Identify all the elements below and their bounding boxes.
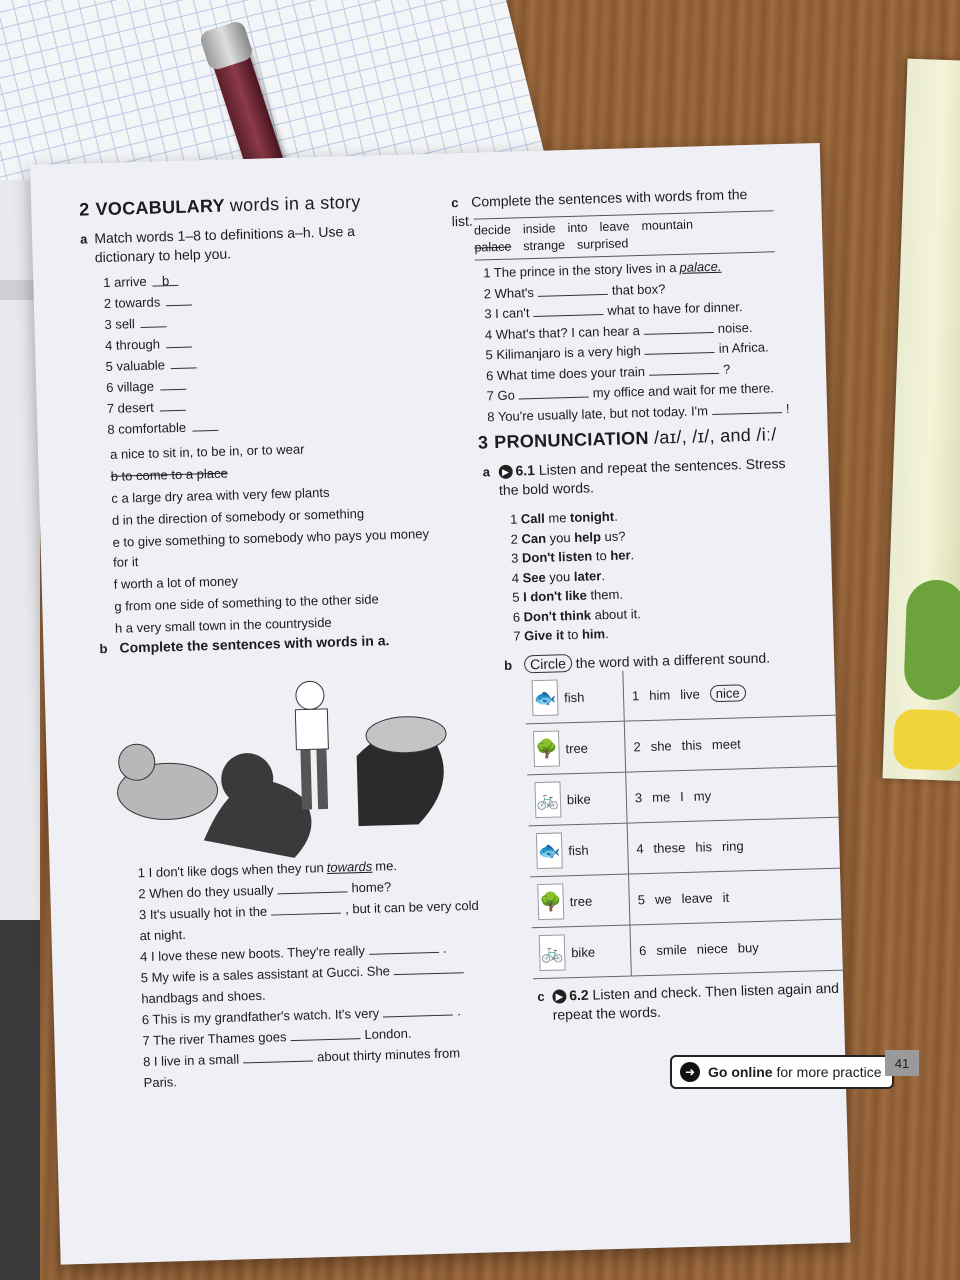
- row-number: 4: [636, 840, 644, 856]
- audio-icon[interactable]: ▶: [498, 465, 512, 479]
- answer-blank[interactable]: [644, 338, 714, 355]
- answer-blank[interactable]: [290, 1024, 360, 1041]
- answer-blank[interactable]: b: [152, 271, 178, 287]
- sound-key-word: fish: [568, 842, 589, 858]
- stressed-word: I don't like: [522, 587, 588, 605]
- sound-key-word: bike: [570, 944, 596, 960]
- answer-blank[interactable]: [383, 1001, 453, 1018]
- sentence-text: .: [601, 567, 606, 583]
- sound-key: [526, 678, 623, 717]
- vocab-word-list: [103, 270, 218, 440]
- vocab-a-instruction: a Match words 1–8 to definitions a–h. Use a dictionary to help you.: [79, 222, 356, 266]
- definitions-list: [110, 436, 435, 641]
- sentence-text: .: [604, 626, 609, 642]
- arrow-icon: ➜: [680, 1062, 700, 1082]
- pron-b-instruction: b Circle the word with a different sound.: [503, 649, 771, 673]
- page-number: 41: [885, 1050, 919, 1076]
- answer-blank[interactable]: [538, 279, 608, 296]
- sentence-text: 5 My wife is a sales assistant at Gucci. She: [140, 963, 391, 986]
- definition-item: b to come to a place: [110, 465, 228, 484]
- pronunciation-heading: 3 PRONUNCIATION /aɪ/, /ɪ/, and /iː/: [477, 424, 777, 453]
- sentence-text: 8 You're usually late, but not today. I'm: [486, 402, 709, 424]
- sentence-text: that box?: [611, 280, 666, 298]
- definition-item: h a very small town in the countryside: [114, 614, 332, 636]
- tree-icon: 🌳: [533, 730, 560, 767]
- sentence-text: me: [544, 510, 571, 526]
- vocabulary-heading: 2 VOCABULARY words in a story: [78, 191, 361, 220]
- definition-item: g from one side of something to the other side: [114, 591, 379, 614]
- answer-blank[interactable]: [166, 333, 192, 349]
- sentence-text: ?: [722, 361, 731, 377]
- sound-key-cell: [530, 874, 630, 928]
- stressed-word: her: [610, 547, 631, 563]
- sound-key-cell: [527, 772, 627, 826]
- sentence-text: 1 The prince in the story lives in a: [482, 259, 677, 281]
- sentence-text: 3 I can't: [484, 305, 530, 322]
- vocab-b-sentence: [143, 1041, 494, 1093]
- bike-icon: 🚲: [539, 934, 566, 971]
- word-option[interactable]: his: [695, 838, 713, 855]
- sound-key: [527, 729, 624, 768]
- sentence-text: home?: [351, 879, 392, 896]
- sound-key-word: bike: [566, 791, 591, 807]
- word-item: [107, 416, 218, 440]
- word-option[interactable]: smile: [656, 941, 687, 958]
- word-options-cell: [626, 766, 851, 823]
- sound-key: [533, 933, 630, 972]
- row-number: 6: [638, 942, 647, 958]
- sentence-text: 2 What's: [483, 284, 535, 301]
- answer-blank[interactable]: [369, 938, 439, 955]
- word-text: 5 valuable: [105, 357, 166, 374]
- sentence-text: you: [545, 529, 575, 546]
- sentence-text: me.: [375, 858, 398, 874]
- sound-key-word: tree: [565, 740, 589, 756]
- sound-row: [531, 919, 850, 979]
- sentence-number: 3: [510, 550, 523, 566]
- go-online-button[interactable]: ➜ Go online for more practice: [670, 1055, 894, 1089]
- stressed-word: Can: [521, 530, 547, 546]
- answer-blank[interactable]: [243, 1046, 313, 1063]
- word-options-cell: [624, 715, 849, 772]
- word-option[interactable]: my: [693, 787, 712, 804]
- list-word: leave: [599, 219, 630, 235]
- pron-a-sentences: [510, 506, 642, 646]
- word-option[interactable]: niece: [696, 940, 728, 957]
- sentence-text: 7 Go: [486, 387, 516, 404]
- pron-a-instruction: a ▶ 6.1 Listen and repeat the sentences. Stress the bold words.: [482, 455, 786, 499]
- pron-sentence: [513, 604, 642, 627]
- list-word: mountain: [641, 217, 694, 233]
- word-option[interactable]: nice: [709, 684, 745, 702]
- word-option[interactable]: this: [681, 736, 703, 753]
- sentence-text: you: [545, 568, 575, 585]
- sentence-text: London.: [364, 1025, 412, 1042]
- sentence-text: what to have for dinner.: [607, 299, 743, 318]
- stressed-word: Call: [520, 510, 545, 527]
- sentence-number: 7: [513, 628, 525, 644]
- sentence-text: noise.: [717, 319, 753, 336]
- word-option[interactable]: leave: [681, 889, 713, 906]
- sentence-text: about thirty minutes from Paris.: [143, 1045, 461, 1091]
- answer-blank[interactable]: [159, 396, 185, 412]
- word-options-cell: [623, 664, 848, 721]
- list-word: into: [567, 220, 588, 236]
- word-options-cell: [629, 868, 851, 925]
- definition-item: a nice to sit in, to be in, or to wear: [109, 441, 305, 462]
- fish-icon: 🐟: [536, 832, 563, 869]
- definition-item: e to give something to somebody who pays you money for it: [112, 526, 430, 570]
- list-word: inside: [522, 221, 556, 237]
- sentence-text: .: [442, 940, 447, 956]
- sentence-text: in Africa.: [718, 339, 769, 356]
- definition-item: f worth a lot of money: [113, 573, 239, 592]
- word-text: 7 desert: [106, 399, 155, 416]
- fish-icon: 🐟: [532, 679, 559, 716]
- sound-row: [526, 715, 849, 775]
- sentence-number: 4: [511, 569, 523, 586]
- word-option[interactable]: we: [654, 890, 672, 907]
- sentence-text: 6 This is my grandfather's watch. It's very: [141, 1005, 380, 1028]
- sound-row: [524, 664, 847, 723]
- answer-blank[interactable]: [394, 958, 464, 975]
- sentence-text: 3 It's usually hot in the: [138, 903, 268, 923]
- answer-blank[interactable]: palace.: [679, 258, 722, 275]
- stressed-word: See: [522, 569, 546, 585]
- sentence-number: 2: [510, 530, 522, 547]
- stressed-word: Don't think: [523, 607, 592, 624]
- word-text: 8 comfortable: [107, 419, 187, 437]
- answer-blank[interactable]: [277, 877, 347, 894]
- word-option[interactable]: she: [650, 737, 672, 754]
- stressed-word: him: [581, 626, 606, 642]
- sound-row: [527, 766, 850, 826]
- pron-sentence: [513, 623, 642, 646]
- answer-blank[interactable]: [519, 382, 589, 399]
- word-option[interactable]: buy: [737, 939, 759, 956]
- sound-key-word: fish: [563, 689, 585, 705]
- word-option[interactable]: me: [651, 788, 671, 805]
- sentence-text: 6 What time does your train: [485, 363, 646, 383]
- pron-sentence: [511, 545, 640, 568]
- word-option[interactable]: it: [722, 889, 730, 905]
- sentence-number: 1: [509, 511, 522, 527]
- sentence-text: 2 When do they usually: [138, 882, 274, 902]
- bike-icon: 🚲: [534, 781, 561, 818]
- answer-blank[interactable]: [141, 312, 167, 328]
- word-option[interactable]: meet: [711, 735, 741, 752]
- answer-blank[interactable]: towards: [326, 858, 373, 875]
- audio-icon[interactable]: ▶: [552, 990, 566, 1004]
- sentence-text: 4 What's that? I can hear a: [484, 322, 641, 342]
- word-option[interactable]: live: [680, 686, 700, 702]
- dogs-illustration: [104, 663, 470, 883]
- sentence-text: us?: [600, 528, 626, 544]
- word-text: 3 sell: [104, 316, 136, 332]
- sentence-text: them.: [586, 586, 624, 603]
- word-option[interactable]: ring: [721, 837, 744, 854]
- sentence-text: handbags and shoes.: [141, 987, 266, 1007]
- sentence-text: to: [563, 626, 583, 643]
- list-word: surprised: [576, 236, 629, 252]
- word-options-cell: [627, 817, 850, 874]
- list-word: strange: [523, 238, 566, 254]
- answer-blank[interactable]: [192, 416, 218, 432]
- sentence-text: .: [630, 547, 635, 563]
- sentence-text: .: [456, 1003, 461, 1019]
- answer-blank[interactable]: [533, 300, 603, 317]
- sound-row: [530, 868, 850, 928]
- vocab-b-instruction: b Complete the sentences with words in a.: [99, 632, 390, 657]
- definition-item: c a large dry area with very few plants: [111, 484, 330, 506]
- stressed-word: help: [573, 528, 602, 545]
- word-option[interactable]: these: [653, 839, 686, 856]
- sentence-text: 5 Kilimanjaro is a very high: [485, 343, 641, 363]
- sentence-text: , but it can be very cold at night.: [139, 897, 479, 944]
- sound-key-cell: [529, 823, 629, 877]
- sound-key: [531, 882, 628, 921]
- sound-key-word: tree: [569, 893, 593, 909]
- sentence-text: 8 I live in a small: [142, 1051, 240, 1070]
- word-text: 6 village: [106, 378, 155, 395]
- word-options-cell: [630, 919, 850, 976]
- pron-c-instruction: c ▶ 6.2 Listen and check. Then listen again and repeat the words.: [537, 979, 840, 1023]
- definition-item: d in the direction of somebody or something: [111, 505, 365, 528]
- sound-key-cell: [531, 925, 631, 979]
- sentence-text: to: [592, 547, 611, 564]
- answer-blank[interactable]: [160, 375, 186, 391]
- stressed-word: Give it: [523, 627, 565, 644]
- tree-icon: 🌳: [537, 883, 564, 920]
- answer-blank[interactable]: [649, 358, 719, 375]
- sentence-text: 1 I don't like dogs when they run: [137, 860, 324, 881]
- stressed-word: tonight: [569, 508, 615, 526]
- vocab-b-sentences: [138, 852, 494, 1093]
- word-list-box: [474, 210, 775, 260]
- sentence-text: about it.: [590, 605, 642, 623]
- row-number: 2: [633, 738, 641, 754]
- sound-key-cell: [524, 671, 624, 724]
- list-word: palace: [474, 239, 512, 255]
- word-text: 4 through: [104, 336, 161, 353]
- sentence-number: 6: [512, 608, 524, 625]
- word-option[interactable]: him: [649, 686, 671, 703]
- workbook-page: [30, 143, 850, 1265]
- row-number: 3: [634, 789, 643, 805]
- sentence-text: my office and wait for me there.: [592, 380, 775, 401]
- answer-blank[interactable]: [712, 398, 782, 415]
- sentence-text: 7 The river Thames goes: [142, 1029, 287, 1049]
- answer-blank[interactable]: [171, 353, 197, 369]
- stressed-word: later: [573, 567, 602, 584]
- sound-key-cell: [526, 721, 626, 775]
- sentence-text: .: [613, 508, 618, 524]
- section-c-instruction: c Complete the sentences with words from the list.: [451, 185, 748, 230]
- sound-key: [530, 831, 627, 870]
- answer-blank[interactable]: [644, 317, 714, 334]
- section-c-sentences: [483, 255, 817, 426]
- sentence-text: 4 I love these new boots. They're really: [139, 942, 366, 965]
- row-number: 1: [631, 687, 640, 703]
- list-word: decide: [473, 222, 512, 238]
- sound-row: [529, 817, 851, 877]
- answer-blank[interactable]: [166, 291, 192, 307]
- word-option[interactable]: I: [679, 788, 685, 804]
- sound-key: [528, 780, 625, 819]
- sound-table: [524, 664, 850, 979]
- left-page-edge: [0, 180, 40, 1280]
- word-text: 2 towards: [103, 294, 161, 311]
- stressed-word: Don't listen: [521, 548, 593, 566]
- sentence-number: 5: [512, 589, 524, 605]
- word-text: 1 arrive: [103, 273, 147, 290]
- sentence-text: !: [785, 400, 790, 416]
- row-number: 5: [637, 891, 646, 907]
- answer-blank[interactable]: [271, 899, 341, 916]
